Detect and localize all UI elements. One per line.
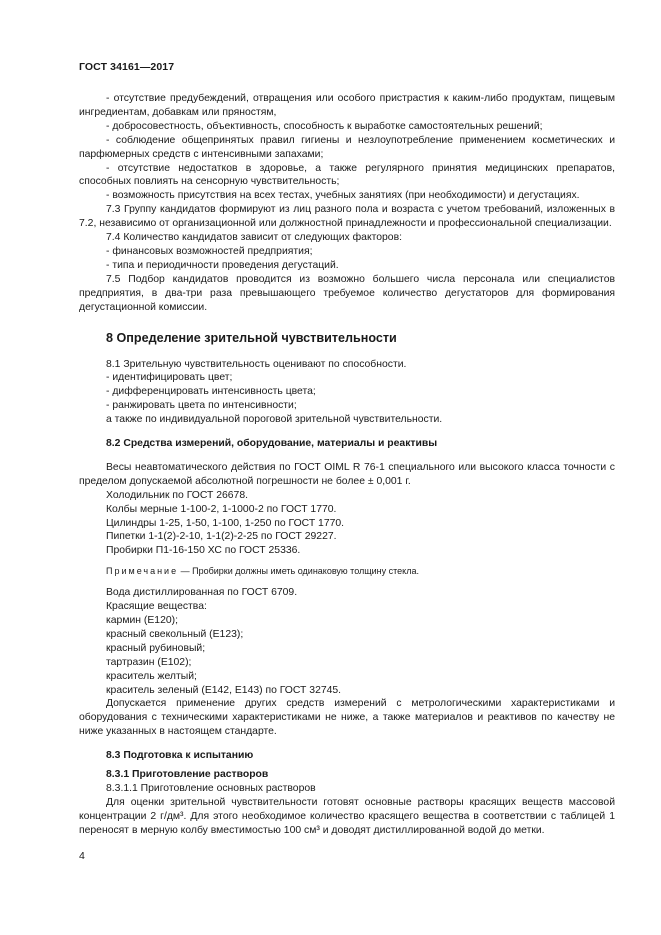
paragraph: - финансовых возможностей предприятия; xyxy=(106,245,313,257)
paragraph: - добросовестность, объективность, способность к выработке самостоятельных решений; xyxy=(106,120,543,132)
paragraph: Красящие вещества: xyxy=(106,601,207,613)
paragraph: Вода дистиллированная по ГОСТ 6709. xyxy=(106,587,298,599)
list-item: краситель желтый; xyxy=(106,670,197,682)
paragraph: Пробирки П1-16-150 ХС по ГОСТ 25336. xyxy=(106,545,301,557)
note xyxy=(79,565,615,579)
list-item: - ранжировать цвета по интенсивности; xyxy=(106,400,297,412)
subsection-8-3-1-heading: 8.3.1 Приготовление растворов xyxy=(106,769,269,781)
list-item: кармин (Е120); xyxy=(106,615,178,626)
page-number: 4 xyxy=(79,850,85,862)
paragraph: - типа и периодичности проведения дегустаций. xyxy=(106,259,339,271)
document-code-header: ГОСТ 34161—2017 xyxy=(79,61,175,73)
paragraph: 8.3.1.1 Приготовление основных растворов xyxy=(106,782,316,794)
note-text: — Пробирки должны иметь одинаковую толщину стекла. xyxy=(178,566,419,577)
subsection-8-2-heading: 8.2 Средства измерений, оборудование, материалы и реактивы xyxy=(106,438,438,450)
paragraph: Для оценки зрительной чувствительности готовят основные растворы красящих веществ массовой концентрации 2 г/дм³. Для этого необходимое количество красящего вещества в соответствии с таблицей 1 переносят в мерную колбу вместимостью 100 см³ и доводят дистиллированной водой до метки. xyxy=(79,796,615,836)
paragraph: 7.5 Подбор кандидатов проводится из возможно большего числа персонала или специалистов предприятия, в два-три раза превышающего требуемое количество дегустаторов для формирования дегустационной комиссии. xyxy=(79,273,615,313)
paragraph: - отсутствие предубеждений, отвращения или особого пристрастия к каким-либо продуктам, пищевым ингредиентам, добавкам или пряностям, xyxy=(79,93,615,118)
paragraph: - возможность присутствия на всех тестах, учебных занятиях (при необходимости) и дегустациях. xyxy=(106,190,580,202)
paragraph: Колбы мерные 1-100-2, 1-1000-2 по ГОСТ 1770. xyxy=(106,503,337,515)
note-label: Примечание xyxy=(106,566,179,577)
paragraph: Допускается применение других средств измерений с метрологическими характеристиками и оборудования с техническими характеристиками не ниже, а также материалов и реактивов по качеству не ниже указанных в настоящем стандарте. xyxy=(79,698,615,738)
list-item: - идентифицировать цвет; xyxy=(106,372,233,384)
paragraph: 7.3 Группу кандидатов формируют из лиц разного пола и возраста с учетом требований, изложенных в 7.2, независимо от организационной или должностной принадлежности и профессиональной специализации. xyxy=(79,204,615,230)
list-item: красный рубиновый; xyxy=(106,642,206,654)
paragraph: 8.1 Зрительную чувствительность оценивают по способности. xyxy=(106,358,407,370)
paragraph: а также по индивидуальной пороговой зрительной чувствительности. xyxy=(106,414,443,426)
section-8-heading: 8 Определение зрительной чувствительности xyxy=(106,330,397,345)
list-item: краситель зеленый (Е142, Е143) по ГОСТ 32745. xyxy=(106,684,342,696)
subsection-8-3-heading: 8.3 Подготовка к испытанию xyxy=(106,750,254,762)
paragraph: Холодильник по ГОСТ 26678. xyxy=(106,489,249,501)
paragraph: - отсутствие недостатков в здоровье, а также регулярного принятия медицинских препаратов, способных повлиять на сенсорную чувствительность; xyxy=(79,162,615,188)
paragraph: Цилиндры 1-25, 1-50, 1-100, 1-250 по ГОСТ 1770. xyxy=(106,517,345,529)
paragraph: - соблюдение общепринятых правил гигиены и незлоупотребление применением косметических и парфюмерных средств с интенсивными запахами; xyxy=(79,134,615,160)
document-body xyxy=(79,92,615,838)
list-item: - дифференцировать интенсивность цвета; xyxy=(106,386,316,398)
paragraph: Весы неавтоматического действия по ГОСТ OIML R 76-1 специального или высокого класса точности с пределом допускаемой абсолютной погрешности не более ± 0,001 г. xyxy=(79,461,615,487)
list-item: тартразин (Е102); xyxy=(106,656,192,668)
paragraph: 7.4 Количество кандидатов зависит от следующих факторов: xyxy=(106,232,402,244)
list-item: красный свекольный (Е123); xyxy=(106,628,244,640)
paragraph: Пипетки 1-1(2)-2-10, 1-1(2)-2-25 по ГОСТ 29227. xyxy=(106,531,337,543)
